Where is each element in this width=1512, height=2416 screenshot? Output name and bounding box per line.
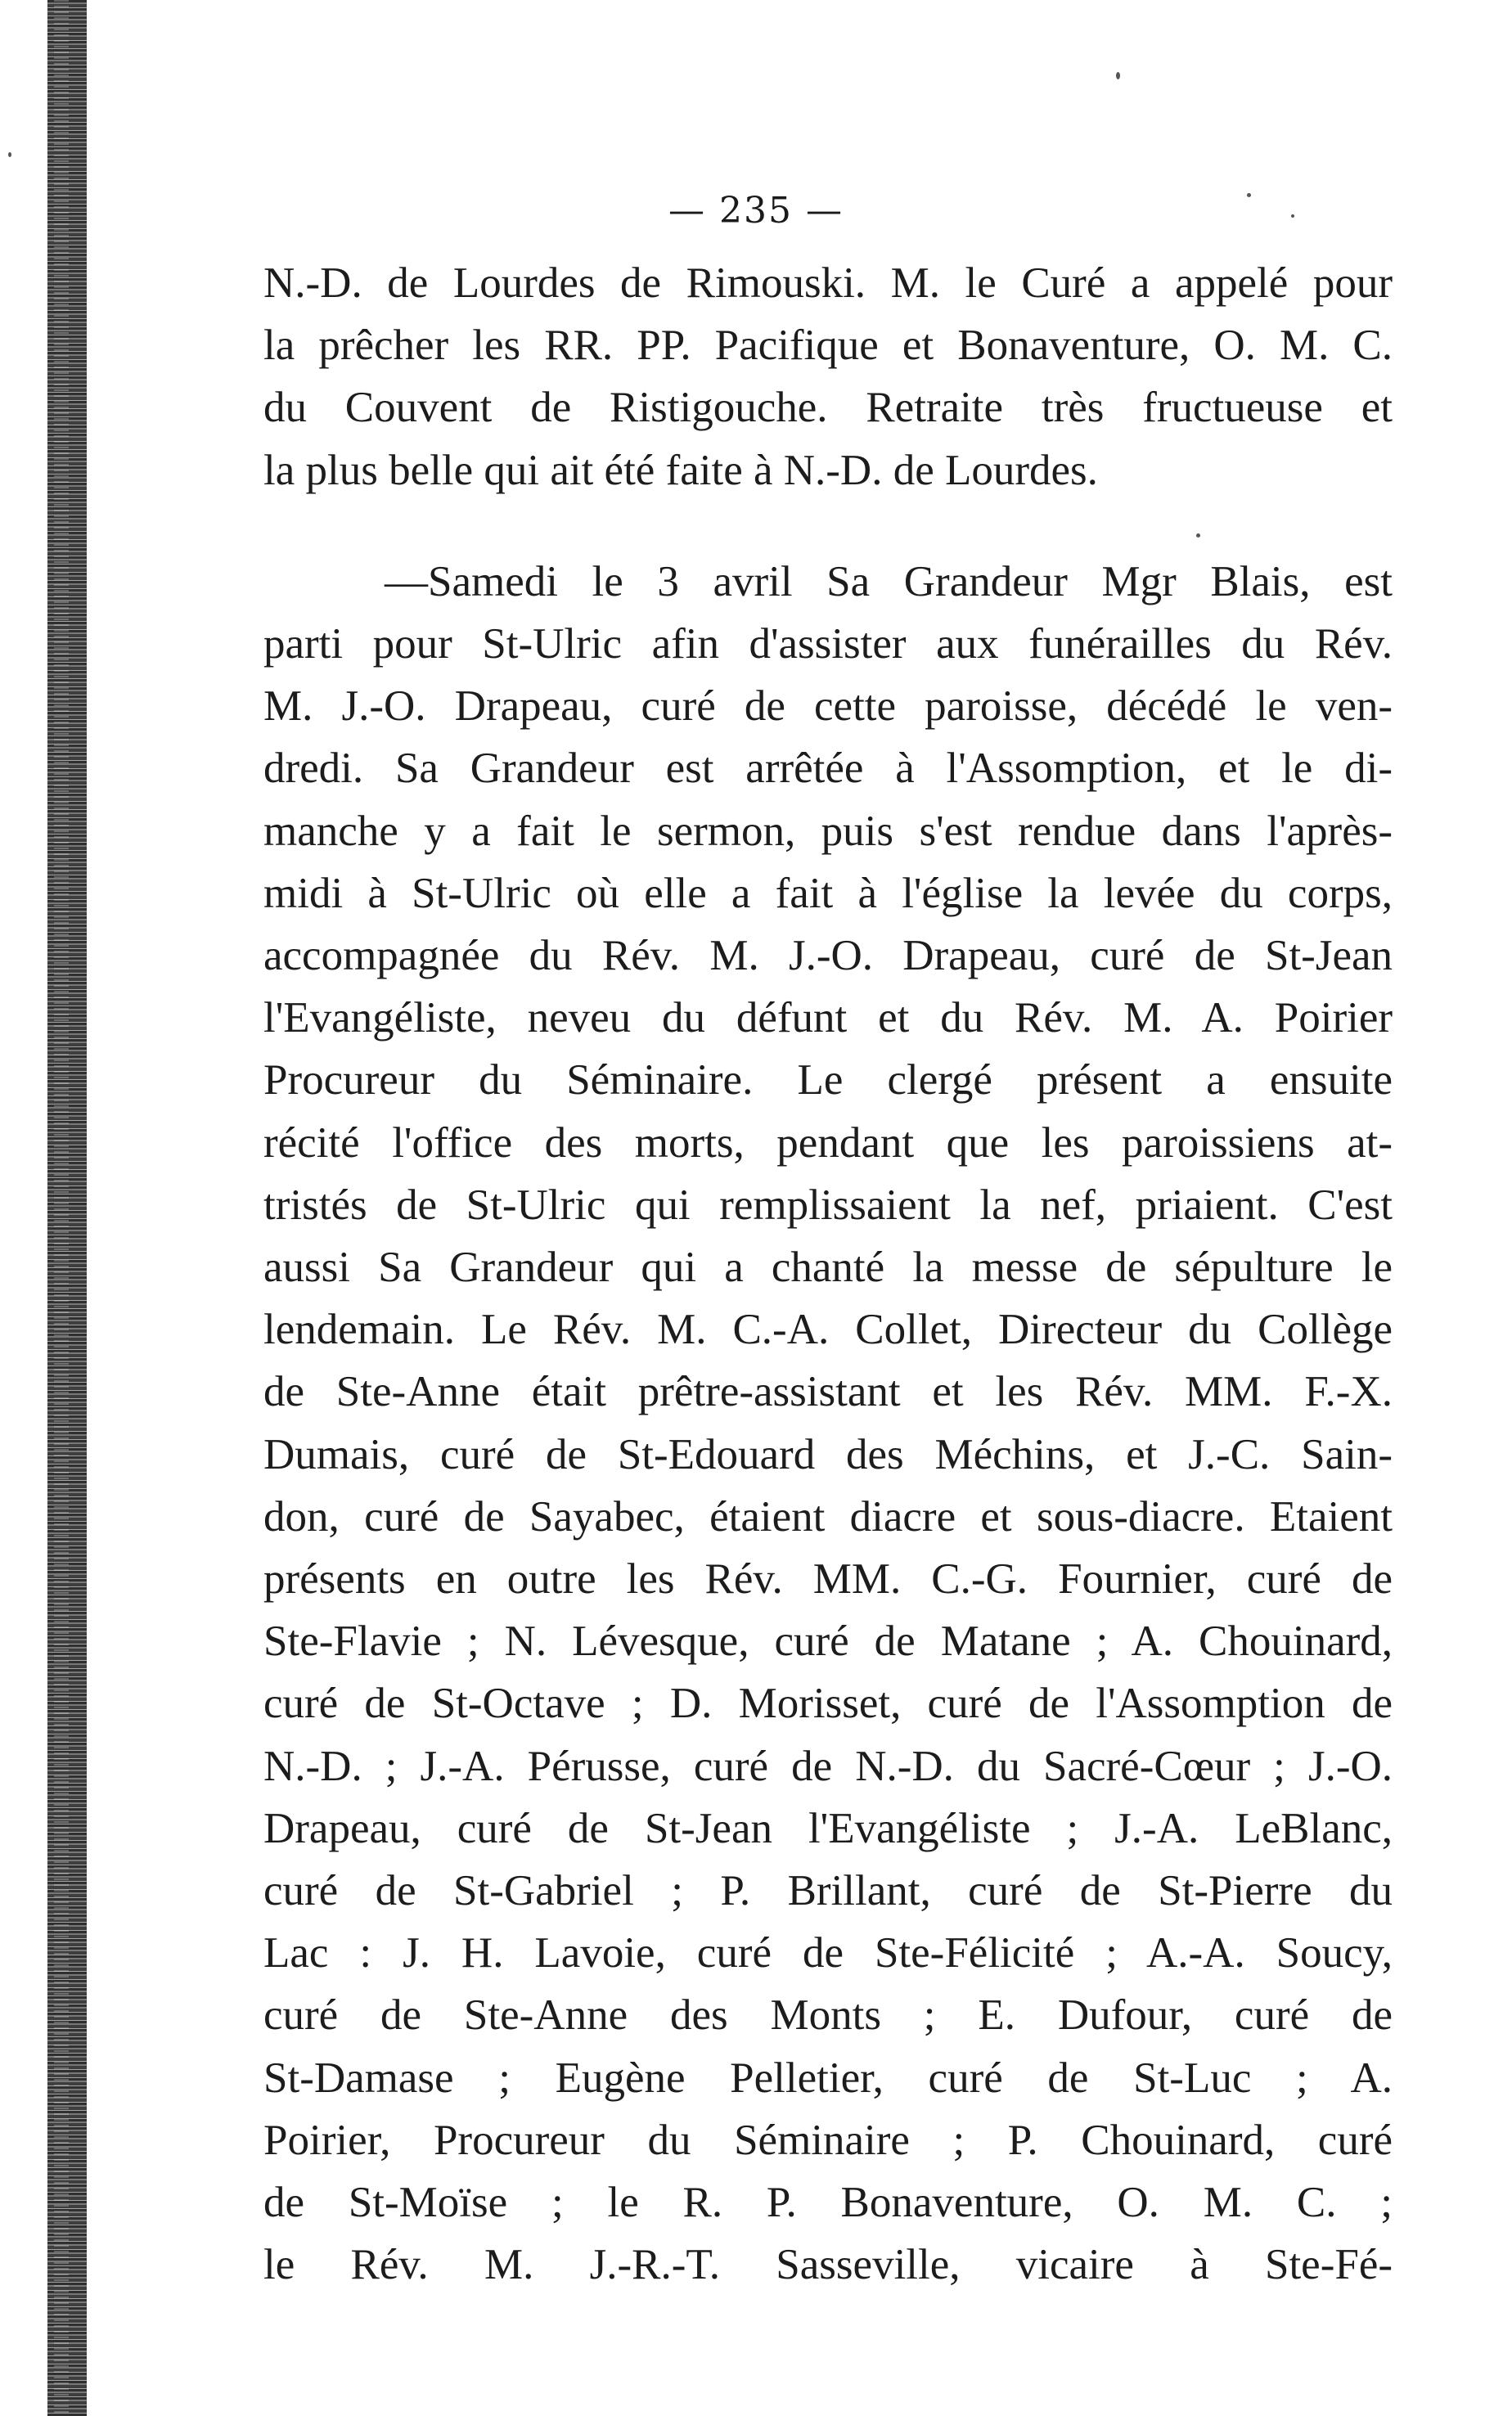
page-binding-edge xyxy=(47,0,87,2416)
text-line: Procureur du Séminaire. Le clergé présent a ensuite xyxy=(263,1056,1393,1105)
text-line: —Samedi le 3 avril Sa Grandeur Mgr Blais, est xyxy=(385,557,1393,605)
text-line: N.-D. de Lourdes de Rimouski. M. le Curé a appelé pour xyxy=(263,259,1393,307)
text-line: de Ste-Anne était prêtre-assistant et les Rév. MM. F.-X. xyxy=(263,1368,1393,1416)
text-line: curé de St-Gabriel ; P. Brillant, curé de St-Pierre du xyxy=(263,1867,1393,1915)
text-line: curé de St-Octave ; D. Morisset, curé de l'Assomption de xyxy=(263,1680,1393,1728)
text-line: N.-D. ; J.-A. Pérusse, curé de N.-D. du Sacré-Cœur ; J.-O. xyxy=(263,1742,1393,1790)
text-line: du Couvent de Ristigouche. Retraite très fructueuse et xyxy=(263,384,1393,432)
paragraph-1 xyxy=(263,252,1393,502)
text-line: don, curé de Sayabec, étaient diacre et sous-diacre. Etaient xyxy=(263,1492,1393,1541)
text-line: Dumais, curé de St-Edouard des Méchins, et J.-C. Sain- xyxy=(263,1430,1393,1478)
text-line: la plus belle qui ait été faite à N.-D. de Lourdes. xyxy=(263,446,1098,494)
scan-speck xyxy=(1116,72,1120,79)
text-line: M. J.-O. Drapeau, curé de cette paroisse, décédé le ven- xyxy=(263,682,1393,731)
text-line: midi à St-Ulric où elle a fait à l'église la levée du corps, xyxy=(263,869,1393,917)
body-text xyxy=(263,252,1393,2297)
text-line: Poirier, Procureur du Séminaire ; P. Chouinard, curé xyxy=(263,2116,1393,2164)
text-line: le Rév. M. J.-R.-T. Sasseville, vicaire à Ste-Fé- xyxy=(263,2241,1393,2289)
scan-speck xyxy=(1291,214,1294,218)
text-line: dredi. Sa Grandeur est arrêtée à l'Assomption, et le di- xyxy=(263,745,1393,793)
paragraph-gap xyxy=(263,502,1393,551)
text-line: de St-Moïse ; le R. P. Bonaventure, O. M. C. ; xyxy=(263,2179,1393,2227)
text-line: présents en outre les Rév. MM. C.-G. Fournier, curé de xyxy=(263,1555,1393,1604)
scan-speck xyxy=(1196,533,1200,538)
text-line: curé de Ste-Anne des Monts ; E. Dufour, curé de xyxy=(263,1991,1393,2040)
text-line: Ste-Flavie ; N. Lévesque, curé de Matane ; A. Chouinard, xyxy=(263,1617,1393,1666)
text-line: la prêcher les RR. PP. Pacifique et Bonaventure, O. M. C. xyxy=(263,322,1393,370)
scan-speck xyxy=(8,152,11,157)
text-line: Drapeau, curé de St-Jean l'Evangéliste ; J.-A. LeBlanc, xyxy=(263,1804,1393,1852)
text-line: récité l'office des morts, pendant que les paroissiens at- xyxy=(263,1118,1393,1167)
text-line: aussi Sa Grandeur qui a chanté la messe de sépulture le xyxy=(263,1244,1393,1292)
text-line: St-Damase ; Eugène Pelletier, curé de St-Luc ; A. xyxy=(263,2054,1393,2102)
text-line: accompagnée du Rév. M. J.-O. Drapeau, curé de St-Jean xyxy=(263,932,1393,980)
page-number: — 235 — xyxy=(668,190,844,232)
text-line: tristés de St-Ulric qui remplissaient la nef, priaient. C'est xyxy=(263,1181,1393,1229)
text-line: l'Evangéliste, neveu du défunt et du Rév. M. A. Poirier xyxy=(263,994,1393,1042)
paragraph-2 xyxy=(263,551,1393,2297)
text-line: lendemain. Le Rév. M. C.-A. Collet, Directeur du Collège xyxy=(263,1306,1393,1354)
text-line: Lac : J. H. Lavoie, curé de Ste-Félicité ; A.-A. Soucy, xyxy=(263,1929,1393,1977)
scan-speck xyxy=(1247,193,1251,197)
text-line: parti pour St-Ulric afin d'assister aux funérailles du Rév. xyxy=(263,620,1393,668)
text-line: manche y a fait le sermon, puis s'est rendue dans l'après- xyxy=(263,807,1393,855)
